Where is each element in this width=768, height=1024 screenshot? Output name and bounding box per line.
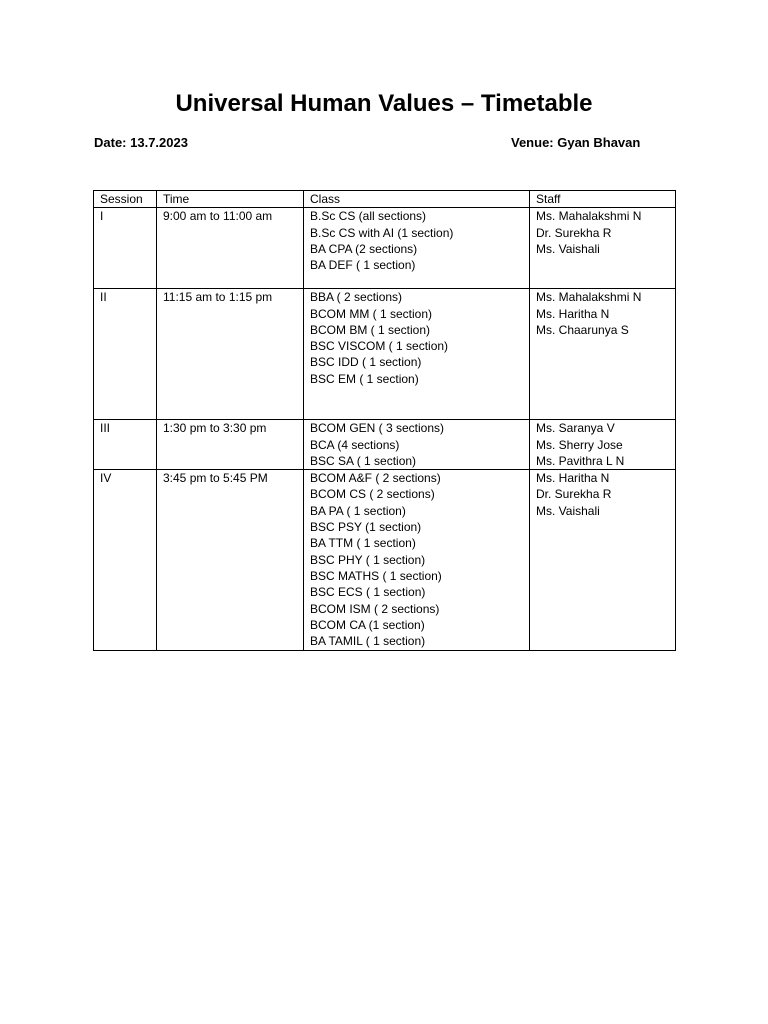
header-session: Session — [94, 191, 157, 208]
class-item: BCOM CS ( 2 sections) — [310, 487, 435, 502]
time-cell: 1:30 pm to 3:30 pm — [157, 420, 304, 470]
class-item: BCOM GEN ( 3 sections) — [310, 421, 445, 436]
staff-cell — [530, 289, 676, 420]
class-item: BCOM ISM ( 2 sections) — [310, 601, 440, 616]
table-row — [94, 470, 676, 651]
class-item: BA CPA (2 sections) — [310, 241, 418, 256]
staff-item: Ms. Pavithra L N — [536, 453, 625, 468]
staff-item: Ms. Haritha N — [536, 471, 610, 486]
header-class: Class — [304, 191, 530, 208]
page-title: Universal Human Values – Timetable — [175, 90, 593, 117]
staff-item: Ms. Vaishali — [536, 241, 600, 256]
session-cell: III — [94, 420, 157, 470]
time-cell: 3:45 pm to 5:45 PM — [157, 470, 304, 651]
class-item: BSC PHY ( 1 section) — [310, 552, 426, 567]
header-staff: Staff — [530, 191, 676, 208]
time-cell: 9:00 am to 11:00 am — [157, 208, 304, 289]
staff-item: Ms. Sherry Jose — [536, 437, 623, 452]
staff-cell — [530, 420, 676, 470]
class-item: BSC VISCOM ( 1 section) — [310, 339, 449, 354]
table-row — [94, 208, 676, 289]
session-cell: I — [94, 208, 157, 289]
staff-cell — [530, 208, 676, 289]
staff-item: Ms. Saranya V — [536, 421, 615, 436]
staff-item: Ms. Chaarunya S — [536, 322, 629, 337]
class-item: BCOM CA (1 section) — [310, 617, 425, 632]
class-item: BSC MATHS ( 1 section) — [310, 568, 442, 583]
class-item: BSC PSY (1 section) — [310, 520, 422, 535]
class-item: BA TTM ( 1 section) — [310, 536, 416, 551]
time-cell: 11:15 am to 1:15 pm — [157, 289, 304, 420]
staff-item: Dr. Surekha R — [536, 225, 612, 240]
class-item: BCOM BM ( 1 section) — [310, 322, 431, 337]
class-cell — [304, 289, 530, 420]
header-time: Time — [157, 191, 304, 208]
table-row — [94, 420, 676, 470]
class-item: BSC SA ( 1 section) — [310, 453, 417, 468]
class-cell — [304, 470, 530, 651]
table-row — [94, 289, 676, 420]
class-item: BA TAMIL ( 1 section) — [310, 634, 426, 649]
staff-item: Ms. Haritha N — [536, 306, 610, 321]
staff-item: Ms. Mahalakshmi N — [536, 209, 642, 224]
date-label: Date: 13.7.2023 — [94, 135, 188, 150]
class-item: BSC EM ( 1 section) — [310, 371, 419, 386]
staff-item: Ms. Vaishali — [536, 503, 600, 518]
class-item: B.Sc CS with AI (1 section) — [310, 225, 454, 240]
staff-cell — [530, 470, 676, 651]
session-cell: II — [94, 289, 157, 420]
class-item: BCA (4 sections) — [310, 437, 400, 452]
staff-item: Dr. Surekha R — [536, 487, 612, 502]
class-item: BA PA ( 1 section) — [310, 503, 406, 518]
class-item: BA DEF ( 1 section) — [310, 258, 416, 273]
class-cell — [304, 208, 530, 289]
class-item: BCOM A&F ( 2 sections) — [310, 471, 441, 486]
staff-item: Ms. Mahalakshmi N — [536, 290, 642, 305]
table-header-row — [94, 191, 676, 208]
timetable — [93, 190, 676, 651]
class-cell — [304, 420, 530, 470]
class-item: BSC IDD ( 1 section) — [310, 355, 422, 370]
session-cell: IV — [94, 470, 157, 651]
class-item: B.Sc CS (all sections) — [310, 209, 427, 224]
class-item: BSC ECS ( 1 section) — [310, 585, 426, 600]
venue-label: Venue: Gyan Bhavan — [511, 135, 641, 150]
class-item: BBA ( 2 sections) — [310, 290, 403, 305]
class-item: BCOM MM ( 1 section) — [310, 306, 433, 321]
